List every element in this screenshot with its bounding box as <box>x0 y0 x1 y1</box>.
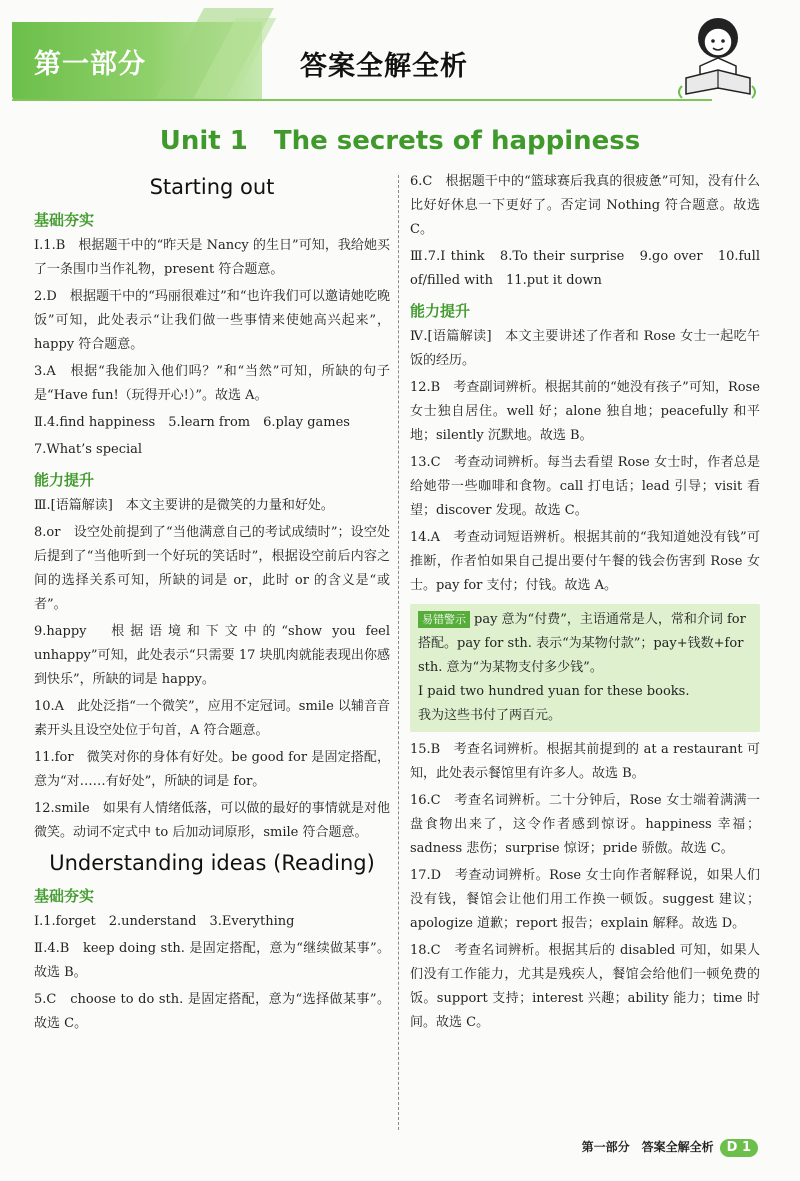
unit-title: Unit 1 The secrets of happiness <box>159 126 641 156</box>
answer-item: 3.A 根据“我能加入他们吗？”和“当然”可知，所缺的句子是“Have fun!（玩得开心!）”。故选 A。 <box>34 364 390 403</box>
passage-summary: Ⅲ.[语篇解读] 本文主要讲的是微笑的力量和好处。 <box>34 498 334 513</box>
answer-item: 15.B 考查名词辨析。根据其前提到的 at a restaurant 可知，此处表示餐馆里有许多人。故选 B。 <box>410 742 760 781</box>
page-footer <box>582 1138 758 1157</box>
answer-item: 10.A 此处泛指“一个微笑”，应用不定冠词。smile 以辅音音素开头且设空处位于句首，A 符合题意。 <box>34 699 390 738</box>
page-header <box>0 0 800 112</box>
warning-text: pay 意为“付费”，主语通常是人，常和介词 for 搭配。pay for sth. 表示“为某物付款”；pay+钱数+for sth. 意为“为某物支付多少钱”。 <box>418 612 746 675</box>
page-number: D 1 <box>720 1139 758 1157</box>
answer-item: 9.happy 根据语境和下文中的“show you feel unhappy”可知，此处表示“只需要 17 块肌肉就能表现出你感到快乐”，所缺的词是 happy。 <box>34 624 390 687</box>
subsection-heading: 基础夯实 <box>34 887 95 905</box>
answer-item: 17.D 考查动词辨析。Rose 女士向作者解释说，如果人们没有钱，餐馆会让他们用工作换一顿饭。suggest 建议；apologize 道歉；report 报告；explain 解释。故选 D。 <box>410 868 760 931</box>
answer-item: 5.C choose to do sth. 是固定搭配，意为“选择做某事”。故选 C。 <box>34 992 390 1031</box>
answer-item: 2.D 根据题干中的“玛丽很难过”和“也许我们可以邀请她吃晚饭”可知，此处表示“让我们做一些事情来使她高兴起来”，happy 符合题意。 <box>34 289 390 352</box>
answer-item: Ⅱ.4.B keep doing sth. 是固定搭配，意为“继续做某事”。故选 B。 <box>34 941 390 980</box>
subsection-heading: 能力提升 <box>34 471 95 489</box>
subsection-heading: 能力提升 <box>410 302 471 320</box>
answer-item: 14.A 考查动词短语辨析。根据其前的“我知道她没有钱”可推断，作者怕如果自己提出要付午餐的钱会伤害到 Rose 女士。pay for 支付；付钱。故选 A。 <box>410 530 760 593</box>
section-title: Starting out <box>149 175 275 199</box>
answer-item: 18.C 考查名词辨析。根据其后的 disabled 可知，如果人们没有工作能力，尤其是残疾人，餐馆会给他们一顿免费的饭。support 支持；interest 兴趣；ability 能力；time 时间。故选 C。 <box>410 943 760 1030</box>
header-title: 答案全解全析 <box>300 51 468 82</box>
reading-girl-icon <box>672 8 762 106</box>
footer-label: 第一部分 答案全解全析 <box>581 1140 714 1154</box>
answer-item: 16.C 考查名词辨析。二十分钟后，Rose 女士端着满满一盘食物出来了，这令作者感到惊讶。happiness 幸福；sadness 悲伤；surprise 惊讶；pride 骄傲。故选 C。 <box>410 793 760 856</box>
column-divider <box>398 175 399 1130</box>
left-column <box>34 170 390 1039</box>
answer-item: 8.or 设空处前提到了“当他满意自己的考试成绩时”；设空处后提到了“当他听到一个好玩的笑话时”，根据设空前后内容之间的选择关系可知，所缺的词是 or，此时 or 的含义是“或者”。 <box>34 525 390 612</box>
warning-tag: 易错警示 <box>418 611 470 628</box>
answer-item: Ⅰ.1.B 根据题干中的“昨天是 Nancy 的生日”可知，我给她买了一条围巾当作礼物，present 符合题意。 <box>34 238 390 277</box>
subsection-heading: 基础夯实 <box>34 211 95 229</box>
answer-item: Ⅱ.4.find happiness 5.learn from 6.play games <box>34 415 350 430</box>
answer-item: 12.B 考查副词辨析。根据其前的“她没有孩子”可知，Rose 女士独自居住。well 好；alone 独自地；peacefully 和平地；silently 沉默地。故选 B。 <box>410 380 760 443</box>
answer-item: 11.for 微笑对你的身体有好处。be good for 是固定搭配，意为“对……有好处”，所缺的词是 for。 <box>34 750 390 789</box>
answer-item: 6.C 根据题干中的“篮球赛后我真的很疲惫”可知，没有什么比好好休息一下更好了。否定词 Nothing 符合题意。故选 C。 <box>410 174 760 237</box>
error-warning-box <box>410 604 760 732</box>
passage-summary: Ⅳ.[语篇解读] 本文主要讲述了作者和 Rose 女士一起吃午饭的经历。 <box>410 329 760 368</box>
section-title: Understanding ideas (Reading) <box>49 851 375 875</box>
answer-item: 13.C 考查动词辨析。每当去看望 Rose 女士时，作者总是给她带一些咖啡和食物。call 打电话；lead 引导；visit 看望；discover 发现。故选 C。 <box>410 455 760 518</box>
example-translation: 我为这些书付了两百元。 <box>418 708 562 723</box>
answer-item: Ⅲ.7.I think 8.To their surprise 9.go over 10.full of/filled with 11.put it down <box>410 249 760 288</box>
header-divider <box>12 99 712 101</box>
answer-item: 7.What’s special <box>34 442 143 457</box>
answer-item: 12.smile 如果有人情绪低落，可以做的最好的事情就是对他微笑。动词不定式中 to 后加动词原形，smile 符合题意。 <box>34 801 390 840</box>
part-label: 第一部分 <box>34 49 146 80</box>
example-sentence: I paid two hundred yuan for these books. <box>418 684 690 699</box>
right-column <box>410 170 760 1038</box>
answer-item: Ⅰ.1.forget 2.understand 3.Everything <box>34 914 295 929</box>
